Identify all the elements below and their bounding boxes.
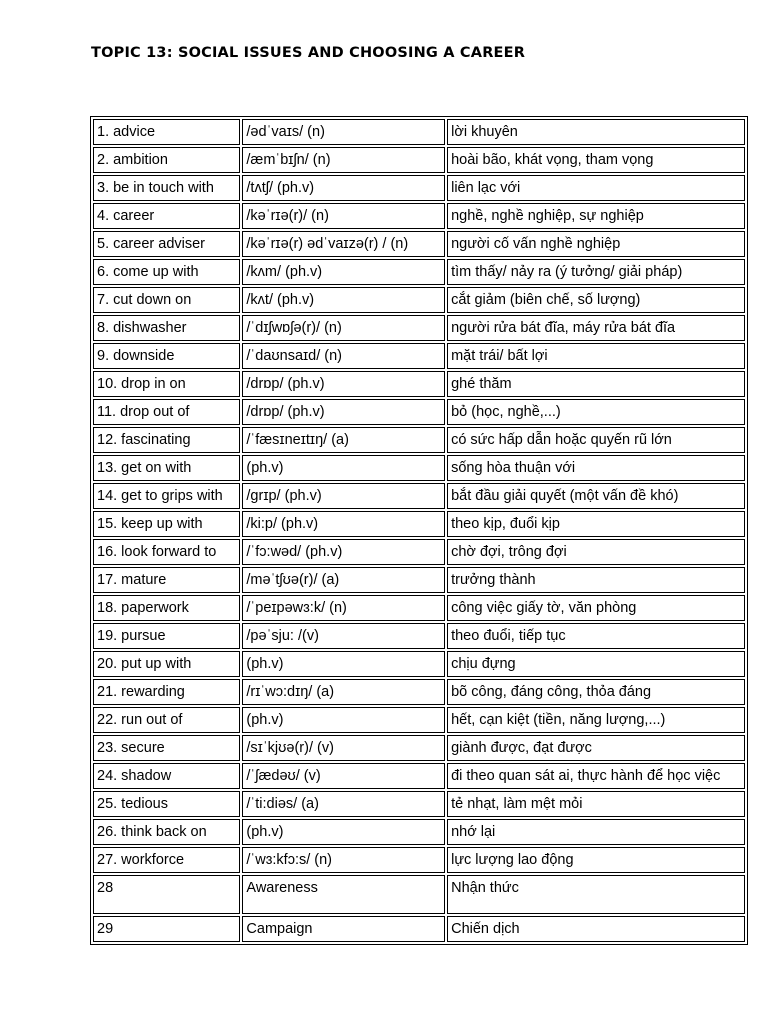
table-row: [93, 259, 745, 285]
meaning-cell: người cố vấn nghề nghiệp: [447, 231, 745, 257]
table-row: [93, 735, 745, 761]
table-row: [93, 679, 745, 705]
table-row: [93, 595, 745, 621]
pronunciation-cell: /tʌtʃ/ (ph.v): [242, 175, 445, 201]
pronunciation-cell: Awareness: [242, 875, 445, 914]
table-row: [93, 399, 745, 425]
word-cell: 15. keep up with: [93, 511, 240, 537]
table-row: [93, 147, 745, 173]
table-row: [93, 651, 745, 677]
table-row: [93, 483, 745, 509]
table-row: [93, 119, 745, 145]
meaning-cell: tìm thấy/ nảy ra (ý tưởng/ giải pháp): [447, 259, 745, 285]
word-cell: 25. tedious: [93, 791, 240, 817]
word-cell: 6. come up with: [93, 259, 240, 285]
word-cell: 11. drop out of: [93, 399, 240, 425]
word-cell: 17. mature: [93, 567, 240, 593]
pronunciation-cell: /ˈʃædəʊ/ (v): [242, 763, 445, 789]
word-cell: 21. rewarding: [93, 679, 240, 705]
pronunciation-cell: (ph.v): [242, 819, 445, 845]
word-cell: 24. shadow: [93, 763, 240, 789]
table-row: [93, 231, 745, 257]
pronunciation-cell: /æmˈbɪʃn/ (n): [242, 147, 445, 173]
word-cell: 13. get on with: [93, 455, 240, 481]
meaning-cell: có sức hấp dẫn hoặc quyến rũ lớn: [447, 427, 745, 453]
pronunciation-cell: /sɪˈkjʊə(r)/ (v): [242, 735, 445, 761]
pronunciation-cell: Campaign: [242, 916, 445, 942]
word-cell: 14. get to grips with: [93, 483, 240, 509]
table-row: [93, 707, 745, 733]
pronunciation-cell: /rɪˈwɔ:dɪŋ/ (a): [242, 679, 445, 705]
table-row: [93, 203, 745, 229]
pronunciation-cell: /məˈtʃʊə(r)/ (a): [242, 567, 445, 593]
table-row: [93, 623, 745, 649]
pronunciation-cell: /grɪp/ (ph.v): [242, 483, 445, 509]
meaning-cell: trưởng thành: [447, 567, 745, 593]
pronunciation-cell: /drɒp/ (ph.v): [242, 399, 445, 425]
word-cell: 26. think back on: [93, 819, 240, 845]
pronunciation-cell: /ˈpeɪpəwɜ:k/ (n): [242, 595, 445, 621]
meaning-cell: hết, cạn kiệt (tiền, năng lượng,...): [447, 707, 745, 733]
word-cell: 23. secure: [93, 735, 240, 761]
word-cell: 5. career adviser: [93, 231, 240, 257]
word-cell: 4. career: [93, 203, 240, 229]
table-row: [93, 427, 745, 453]
word-cell: 9. downside: [93, 343, 240, 369]
meaning-cell: lời khuyên: [447, 119, 745, 145]
meaning-cell: nghề, nghề nghiệp, sự nghiệp: [447, 203, 745, 229]
page-title: TOPIC 13: SOCIAL ISSUES AND CHOOSING A CAREER: [91, 45, 526, 61]
table-row: [93, 315, 745, 341]
table-row: [93, 791, 745, 817]
pronunciation-cell: /kəˈrɪə(r)/ (n): [242, 203, 445, 229]
pronunciation-cell: /pəˈsju: /(v): [242, 623, 445, 649]
word-cell: 12. fascinating: [93, 427, 240, 453]
meaning-cell: cắt giảm (biên chế, số lượng): [447, 287, 745, 313]
word-cell: 28: [93, 875, 240, 914]
word-cell: 29: [93, 916, 240, 942]
table-row: [93, 847, 745, 873]
word-cell: 18. paperwork: [93, 595, 240, 621]
meaning-cell: mặt trái/ bất lợi: [447, 343, 745, 369]
table-row: [93, 511, 745, 537]
pronunciation-cell: /ˈfæsɪneɪtɪŋ/ (a): [242, 427, 445, 453]
meaning-cell: chịu đựng: [447, 651, 745, 677]
meaning-cell: đi theo quan sát ai, thực hành để học việc: [447, 763, 745, 789]
meaning-cell: bắt đầu giải quyết (một vấn đề khó): [447, 483, 745, 509]
word-cell: 22. run out of: [93, 707, 240, 733]
table-row: [93, 175, 745, 201]
table-row: [93, 455, 745, 481]
word-cell: 19. pursue: [93, 623, 240, 649]
meaning-cell: theo kịp, đuổi kịp: [447, 511, 745, 537]
table-row: [93, 819, 745, 845]
table-row: [93, 763, 745, 789]
meaning-cell: liên lạc với: [447, 175, 745, 201]
meaning-cell: Chiến dịch: [447, 916, 745, 942]
meaning-cell: người rửa bát đĩa, máy rửa bát đĩa: [447, 315, 745, 341]
word-cell: 2. ambition: [93, 147, 240, 173]
table-row: [93, 343, 745, 369]
table-row: [93, 371, 745, 397]
pronunciation-cell: (ph.v): [242, 455, 445, 481]
table-row: [93, 875, 745, 914]
table-row: [93, 567, 745, 593]
meaning-cell: chờ đợi, trông đợi: [447, 539, 745, 565]
meaning-cell: theo đuổi, tiếp tục: [447, 623, 745, 649]
pronunciation-cell: (ph.v): [242, 651, 445, 677]
pronunciation-cell: /ˈfɔ:wəd/ (ph.v): [242, 539, 445, 565]
meaning-cell: công việc giấy tờ, văn phòng: [447, 595, 745, 621]
table-row: [93, 539, 745, 565]
vocabulary-table: [90, 116, 748, 945]
pronunciation-cell: /drɒp/ (ph.v): [242, 371, 445, 397]
meaning-cell: bõ công, đáng công, thỏa đáng: [447, 679, 745, 705]
meaning-cell: bỏ (học, nghề,...): [447, 399, 745, 425]
meaning-cell: sống hòa thuận với: [447, 455, 745, 481]
meaning-cell: tẻ nhạt, làm mệt mỏi: [447, 791, 745, 817]
table-row: [93, 287, 745, 313]
meaning-cell: ghé thăm: [447, 371, 745, 397]
meaning-cell: Nhận thức: [447, 875, 745, 914]
pronunciation-cell: /ˈdaʊnsaɪd/ (n): [242, 343, 445, 369]
word-cell: 7. cut down on: [93, 287, 240, 313]
pronunciation-cell: (ph.v): [242, 707, 445, 733]
meaning-cell: lực lượng lao động: [447, 847, 745, 873]
word-cell: 8. dishwasher: [93, 315, 240, 341]
meaning-cell: nhớ lại: [447, 819, 745, 845]
pronunciation-cell: /kʌm/ (ph.v): [242, 259, 445, 285]
word-cell: 16. look forward to: [93, 539, 240, 565]
vocabulary-table-body: [93, 119, 745, 942]
word-cell: 20. put up with: [93, 651, 240, 677]
word-cell: 3. be in touch with: [93, 175, 240, 201]
pronunciation-cell: /kʌt/ (ph.v): [242, 287, 445, 313]
pronunciation-cell: /ədˈvaɪs/ (n): [242, 119, 445, 145]
word-cell: 10. drop in on: [93, 371, 240, 397]
pronunciation-cell: /ki:p/ (ph.v): [242, 511, 445, 537]
table-row: [93, 916, 745, 942]
pronunciation-cell: /ˈti:diəs/ (a): [242, 791, 445, 817]
word-cell: 1. advice: [93, 119, 240, 145]
meaning-cell: giành được, đạt được: [447, 735, 745, 761]
pronunciation-cell: /kəˈrɪə(r) ədˈvaɪzə(r) / (n): [242, 231, 445, 257]
word-cell: 27. workforce: [93, 847, 240, 873]
pronunciation-cell: /ˈwɜ:kfɔ:s/ (n): [242, 847, 445, 873]
pronunciation-cell: /ˈdɪʃwɒʃə(r)/ (n): [242, 315, 445, 341]
meaning-cell: hoài bão, khát vọng, tham vọng: [447, 147, 745, 173]
